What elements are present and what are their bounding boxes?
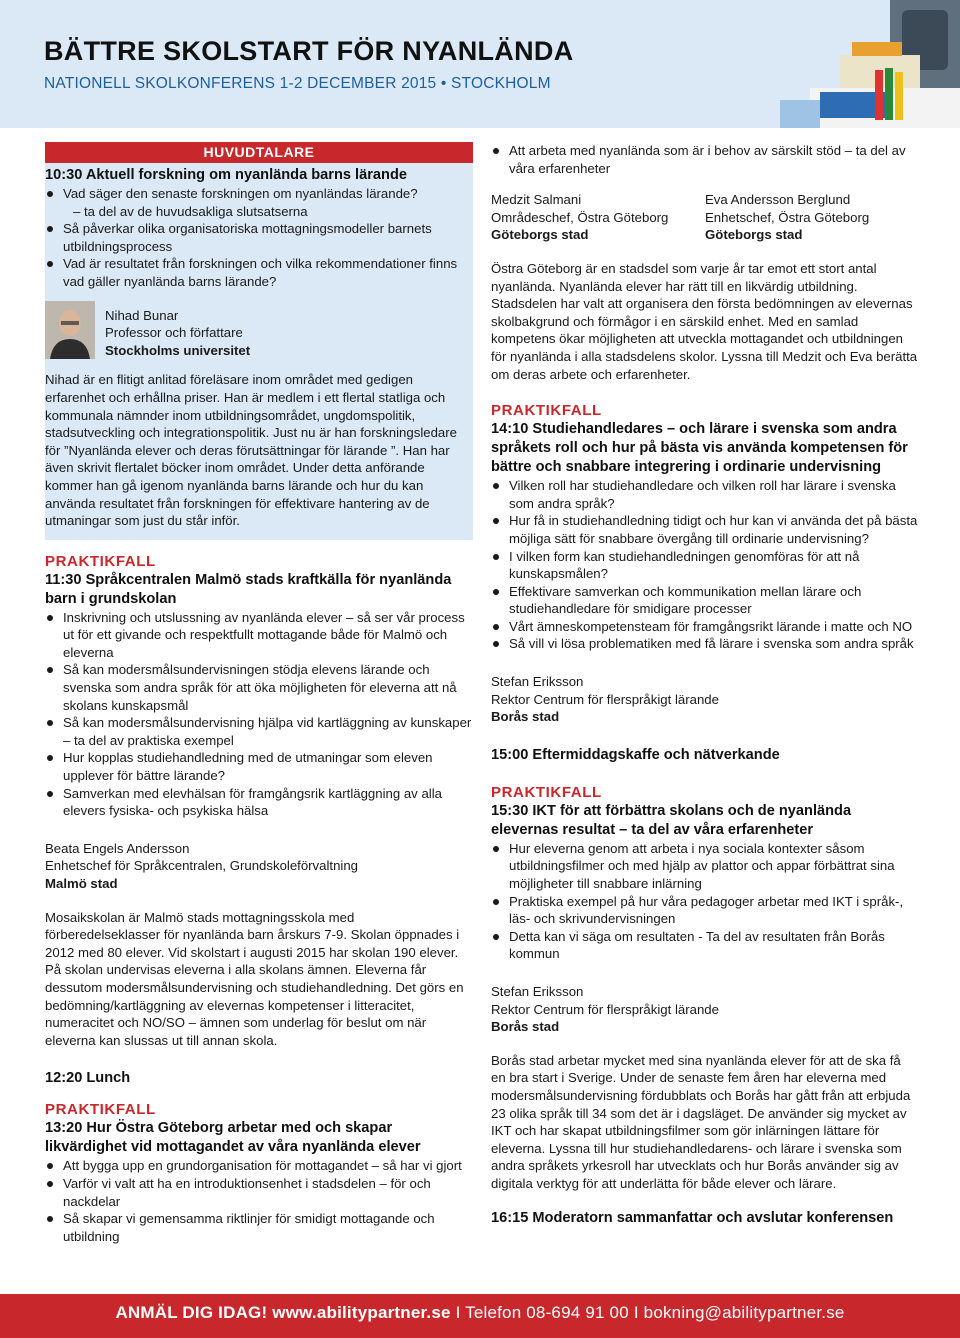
closing-item: 16:15 Moderatorn sammanfattar och avslutar konferensen: [491, 1209, 894, 1226]
case2-bullets-cont: [491, 142, 919, 177]
case3-speaker: [491, 673, 919, 726]
page-subtitle: NATIONELL SKOLKONFERENS 1-2 DECEMBER 2015 • STOCKHOLM: [44, 75, 551, 92]
session-title: 14:10 Studiehandledares – och lärare i svenska som andra språkets roll och hur på bästa vis använda kompetensen för bättre och snabbare integrering i ordinarie undervisning: [491, 421, 908, 476]
case2-bullets: [45, 1157, 473, 1245]
list-item: Att arbeta med nyanlända som är i behov av särskilt stöd – ta del av våra erfarenheter: [491, 142, 919, 177]
separator: I: [633, 1303, 644, 1322]
speaker-role: Enhetschef, Östra Göteborg: [705, 209, 870, 225]
speaker-photo: [45, 301, 95, 359]
session-title: 13:20 Hur Östra Göteborg arbetar med och skapar likvärdighet vid mottagandet av våra nyanlända elever: [45, 1120, 421, 1156]
case3-bullets: [491, 477, 919, 653]
list-item: Detta kan vi säga om resultaten - Ta del av resultaten från Borås kommun: [491, 928, 919, 963]
list-item: Effektivare samverkan och kommunikation mellan lärare och studiehandledare för smidigare processer: [491, 583, 919, 618]
list-item-sub: – ta del av de huvudsakliga slutsatserna: [73, 203, 308, 219]
speaker-role: Rektor Centrum för flerspråkigt lärande: [491, 1001, 719, 1017]
list-item: Vad är resultatet från forskningen och vilka rekommendationer finns vad gäller nyanlända barns lärande?: [45, 255, 473, 290]
speaker-org: Borås stad: [491, 1019, 560, 1035]
speaker-role: Enhetschef för Språkcentralen, Grundskoleförvaltning: [45, 858, 359, 874]
case2-text: Östra Göteborg är en stadsdel som varje år tar emot ett stort antal nyanlända. Nyanlända elever har rätt till en likvärdig utbildning. Stadsdelen har valt att organisera den första bedömningen av elevernas skolbakgrund och förmågor i en särskild enhet. Med en samlad kompetens ökar möjligheten att utveckla mottagandet och utbildningen för nyanlända i alla stadsdelens skolor. Lyssna till Medzit och Eva berätta om deras arbete och erfarenheter.: [491, 260, 918, 382]
school-supplies-image: [640, 0, 960, 128]
page-header: [0, 0, 960, 128]
email-link[interactable]: bokning@abilitypartner.se: [643, 1303, 845, 1322]
list-item: Hur få in studiehandledning tidigt och hur kan vi använda det på bästa möjliga sätt för snabbare övergång till ordinarie undervisning?: [491, 512, 919, 547]
keynote-label: HUVUDTALARE: [45, 142, 473, 163]
case1-text: Mosaikskolan är Malmö stads mottagningsskola med förberedelseklasser för nyanlända barn årskurs 7-9. Skolan öppnades i 2012 med 80 elever. Vid skolstart i augusti 2015 har skolan 190 elever. På skolan undervisas eleverna i alla skolans ämnen. Eleverna får dessutom modersmålsundervisning och studiehandledning. Det görs en bedömning/kartläggning av elevernas kompetenser i litteracitet, numeracitet och NO/SO – ämnen som underlag för beslut om när eleverna kan slussas ut till annan skola.: [45, 909, 464, 1048]
speaker-name: Stefan Eriksson: [491, 984, 584, 999]
coffee-item: 15:00 Eftermiddagskaffe och nätverkande: [491, 746, 780, 763]
footer-bar: [0, 1294, 960, 1338]
speaker-role: Områdeschef, Östra Göteborg: [491, 209, 669, 225]
keynote-panel: [45, 142, 473, 540]
list-item: Vad säger den senaste forskningen om nyanländas lärande?: [45, 185, 473, 203]
list-item: Så påverkar olika organisatoriska mottagningsmodeller barnets utbildningsprocess: [45, 220, 473, 255]
list-item: Samverkan med elevhälsan för framgångsrik kartläggning av alla elevers fysiska- och psykiska hälsa: [45, 785, 473, 820]
list-item: Vilken roll har studiehandledare och vilken roll har lärare i svenska som andra språk?: [491, 477, 919, 512]
separator: I: [455, 1303, 466, 1322]
case-tag: PRAKTIKFALL: [45, 552, 156, 570]
list-item: Hur kopplas studiehandledning med de utmaningar som eleven upplever för bättre lärande?: [45, 749, 473, 784]
list-item: Så skapar vi gemensamma riktlinjer för smidigt mottagande och utbildning: [45, 1210, 473, 1245]
list-item: Hur eleverna genom att arbeta i nya sociala kontexter såsom utbildningsfilmer och med hjälp av plattor och appar förbättrat sina möjligheter till snabbare inlärning: [491, 840, 919, 893]
case1-bullets: [45, 609, 473, 820]
speaker-name: Beata Engels Andersson: [45, 840, 190, 856]
list-item: Så kan modersmålsundervisning hjälpa vid kartläggning av kunskaper – ta del av praktiska exempel: [45, 714, 473, 749]
session-title: 15:30 IKT för att förbättra skolans och de nyanlända elevernas resultat – ta del av våra erfarenheter: [491, 802, 852, 838]
speaker-org: Stockholms universitet: [105, 342, 251, 358]
speaker-org: Göteborgs stad: [491, 227, 589, 243]
phone-number[interactable]: Telefon 08-694 91 00: [465, 1303, 629, 1322]
case4-bullets: [491, 840, 919, 963]
list-item: Varför vi valt att ha en introduktionsenhet i stadsdelen – för och nackdelar: [45, 1175, 473, 1210]
list-item: Vårt ämneskompetensteam för framgångsrikt lärande i matte och NO: [491, 618, 919, 636]
list-item: Praktiska exempel på hur våra pedagoger arbetar med IKT i språk-, läs- och skrivundervisningen: [491, 893, 919, 928]
case1-speaker: [45, 840, 473, 893]
case4-text: Borås stad arbetar mycket med sina nyanlända elever för att de ska få en bra start i Sverige. Under de senaste fem åren har eleverna med modersmålsundervisning fördubblats och Borås har gått från att erbjuda 23 olika språk till 34 som det är i dagsläget. De använder sig mycket av IKT och har skapat utbildningsfilmer som gör inlärningen lättare för eleverna. Lyssna till hur studiehandledarens- och lärare i svenska som andra språkets yrkesroll har utvecklats och hur Borås använder sig av digitala verktyg för att underlätta för både elever och lärare.: [491, 1052, 911, 1191]
register-cta[interactable]: ANMÄL DIG IDAG!: [115, 1303, 268, 1322]
speaker-name: Stefan Eriksson: [491, 674, 584, 690]
case-tag: PRAKTIKFALL: [491, 783, 602, 801]
keynote-bio: Nihad är en flitigt anlitad föreläsare inom området med gedigen erfarenhet och erhållna priser. Han är medlem i ett flertal statliga och kommunala nämnder inom utbildningsområdet, ungdomspolitik, stadsutveckling och integrationspolitik. Just nu är han forskningsledare för ”Nyanlända elever och deras förutsättningar för lärande ”. Han har även skrivit flertalet böcker inom området. Under detta anförande kommer han gå igenom nyanlända barns lärande och hur du kan använda resultatet från forskningen för effektivare hantering av de utmaningar som just du står inför.: [45, 372, 457, 529]
speaker-block: [491, 191, 705, 244]
keynote-title: 10:30 Aktuell forskning om nyanlända barns lärande: [45, 167, 407, 183]
speaker-role: Professor och författare: [105, 325, 243, 341]
speaker-org: Göteborgs stad: [705, 227, 803, 243]
website-link[interactable]: www.abilitypartner.se: [272, 1303, 451, 1322]
speaker-role: Rektor Centrum för flerspråkigt lärande: [491, 691, 719, 707]
list-item: Så kan modersmålsundervisningen stödja elevens lärande och svenska som andra språk för att öka möjligheten för eleverna att nå skolans kunskapsmål: [45, 661, 473, 714]
keynote-bullets: [45, 185, 473, 203]
page-title: BÄTTRE SKOLSTART FÖR NYANLÄNDA: [44, 36, 574, 66]
session-title: 11:30 Språkcentralen Malmö stads kraftkälla för nyanlända barn i grundskolan: [45, 571, 452, 607]
lunch-item: 12:20 Lunch: [45, 1070, 131, 1087]
case-tag: PRAKTIKFALL: [491, 402, 602, 420]
right-column: [491, 142, 919, 1228]
keynote-bullets-2: [45, 220, 473, 290]
speaker-org: Borås stad: [491, 709, 560, 725]
list-item: Inskrivning och utslussning av nyanlända elever – så ser vår process ut för ett givande och respektfullt mottagande både för Malmö och eleverna: [45, 609, 473, 662]
list-item: I vilken form kan studiehandledningen genomföras för att nå kunskapsmålen?: [491, 548, 919, 583]
case4-speaker: [491, 983, 919, 1036]
case2-speakers: [491, 191, 919, 244]
speaker-name: Medzit Salmani: [491, 192, 582, 208]
list-item: Att bygga upp en grundorganisation för mottagandet – så har vi gjort: [45, 1157, 473, 1175]
case-tag: PRAKTIKFALL: [45, 1101, 156, 1119]
speaker-name: Nihad Bunar: [105, 307, 179, 323]
speaker-org: Malmö stad: [45, 876, 118, 891]
speaker-block: [705, 191, 919, 244]
keynote-speaker: [45, 301, 473, 360]
list-item: Så vill vi lösa problematiken med få lärare i svenska som andra språk: [491, 635, 919, 653]
speaker-name: Eva Andersson Berglund: [705, 192, 851, 208]
left-column: [45, 142, 473, 1245]
